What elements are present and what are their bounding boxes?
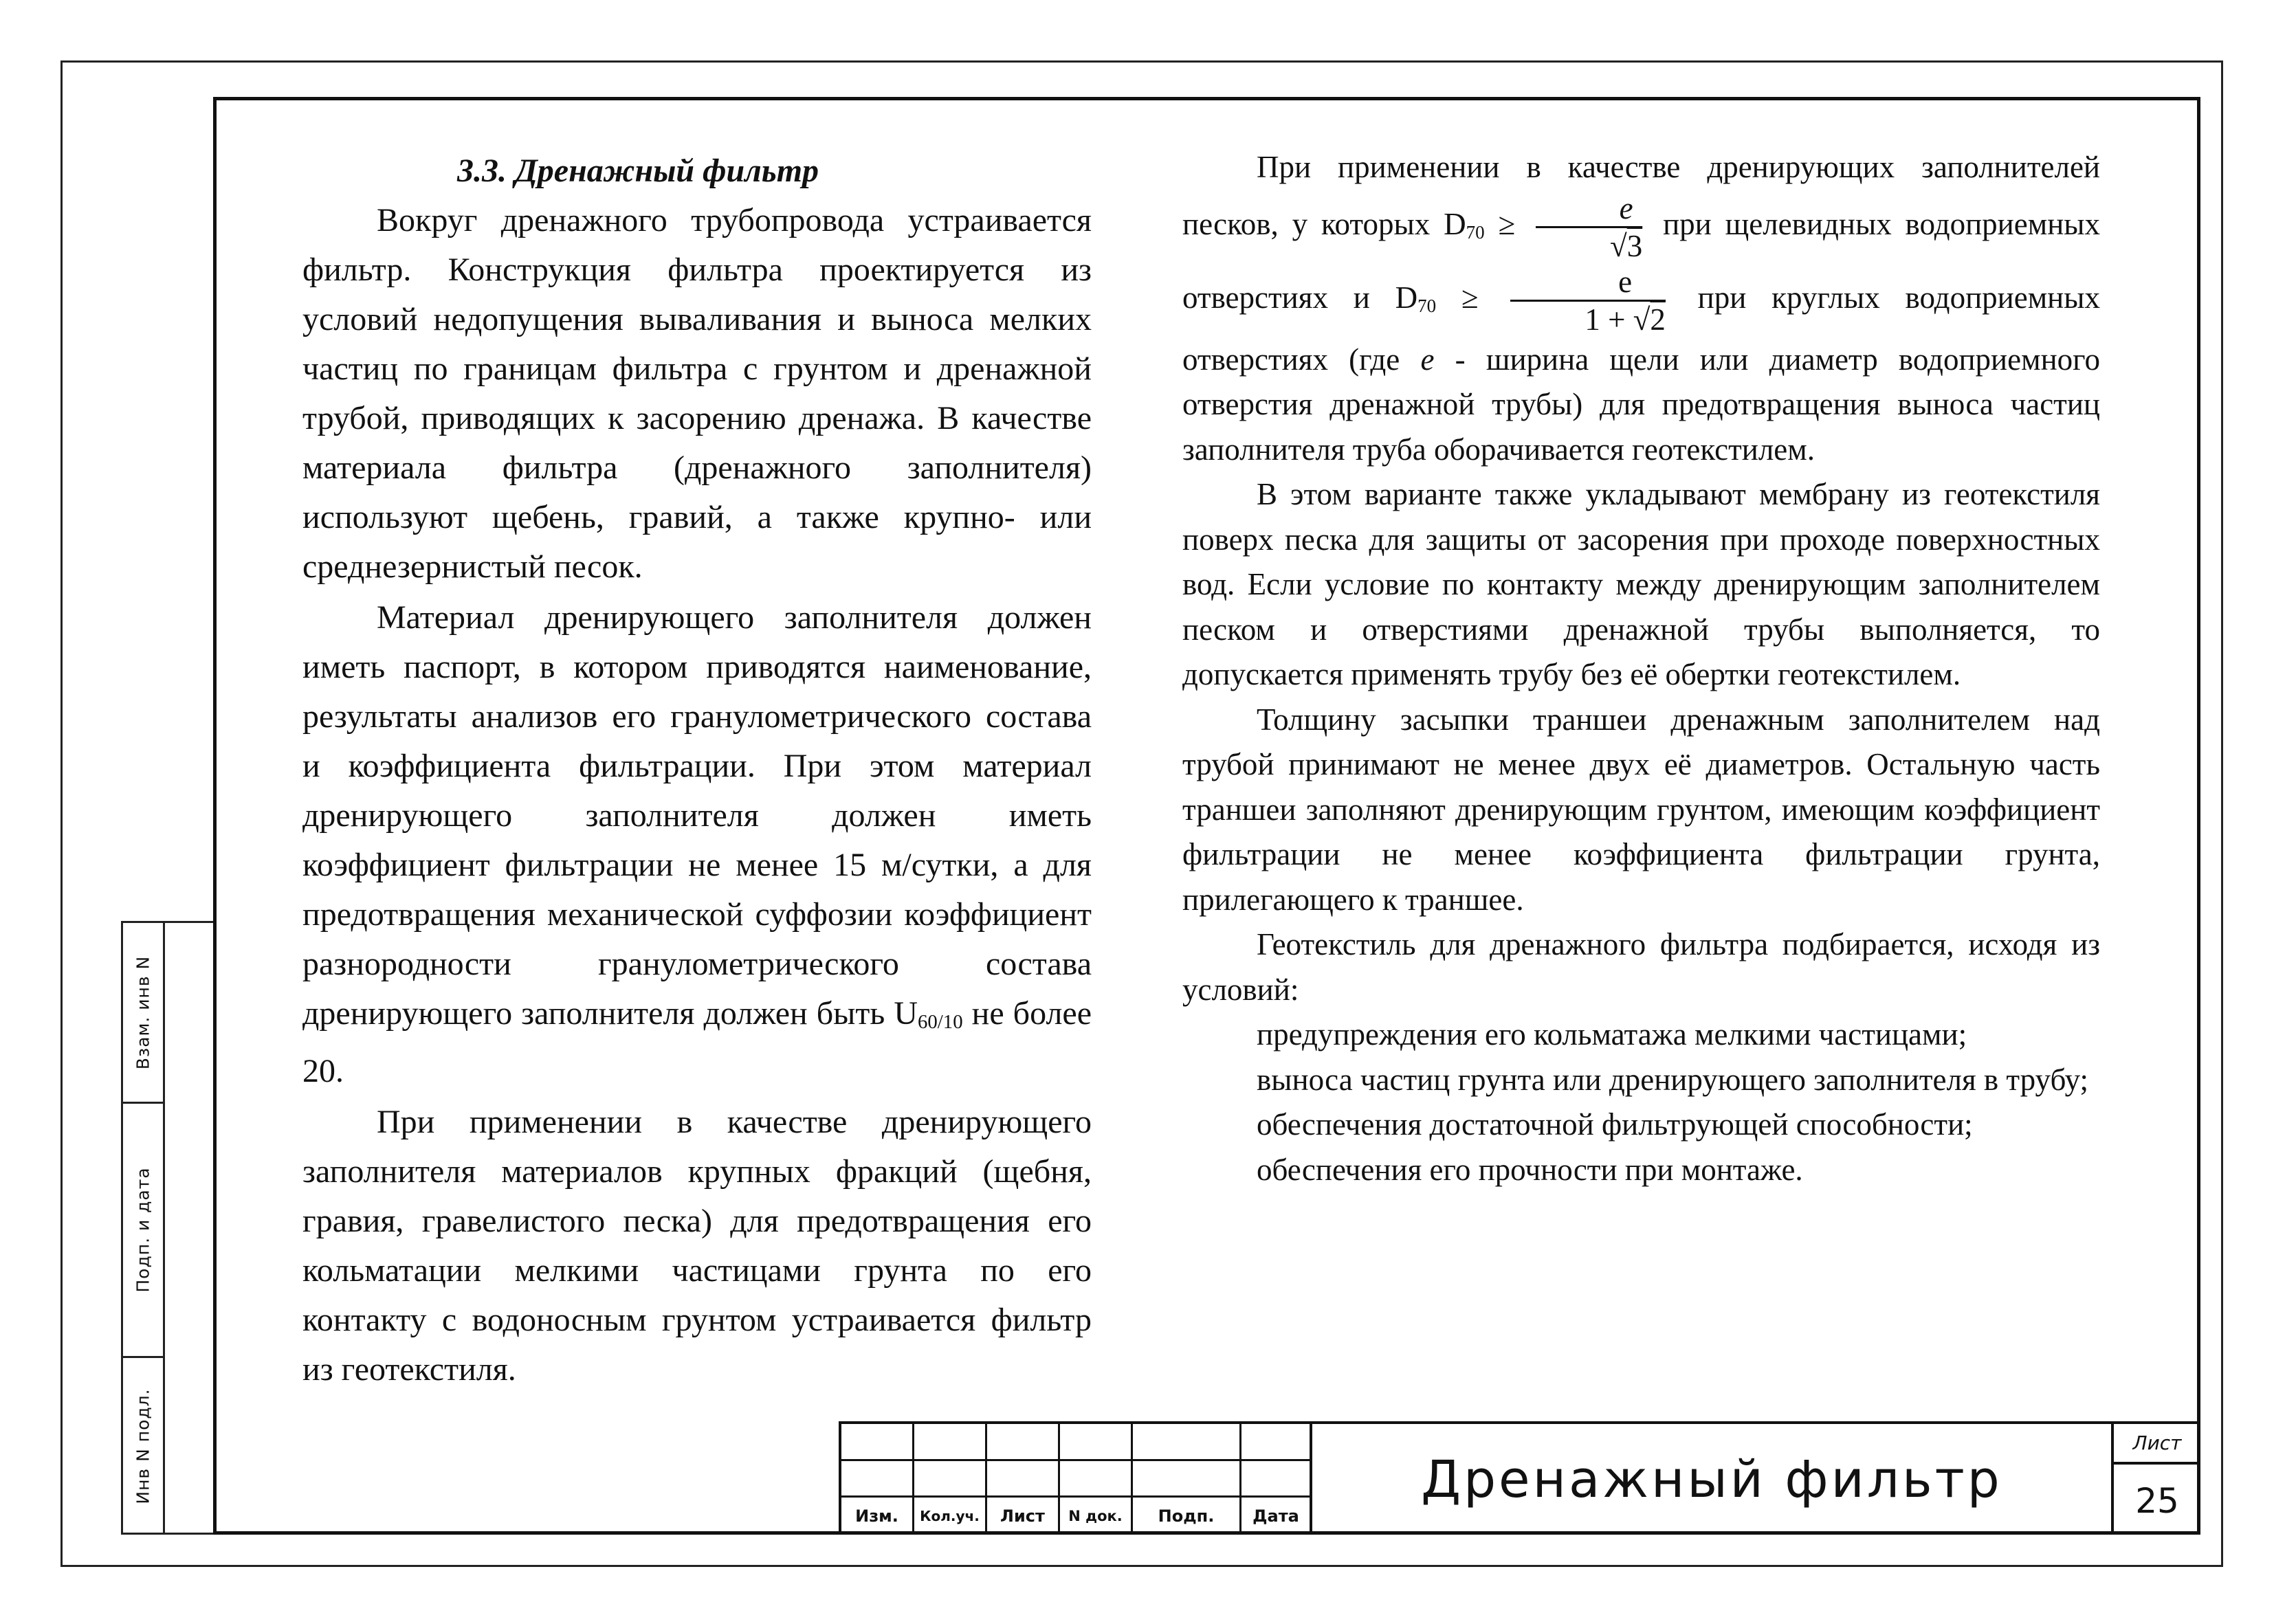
section-heading: 3.3. Дренажный фильтр <box>457 153 819 189</box>
geq-sign: ≥ <box>1484 206 1530 241</box>
col-koluch: Кол.уч. <box>914 1498 987 1535</box>
u-subscript: 60/10 <box>918 1011 963 1033</box>
right-column <box>1182 145 2100 1192</box>
side-stamp-podp <box>123 1104 163 1358</box>
col-list: Лист <box>987 1498 1060 1535</box>
p4-text-b: при щелевидных водоприемных отверстиях и D <box>1182 206 2101 315</box>
fraction-2-radicand: 2 <box>1650 302 1666 337</box>
paragraph-2-text: Материал дренирующего заполнителя должен иметь паспорт, в котором приводятся наименование, результаты анализов его гранулометрического состава и коэффициента фильтрации. При этом материал дренирующего заполнителя должен иметь коэффициент фильтрации не менее 15 м/сутки, а для предотвращения механической суффозии коэффициент разнородности гранулометрического состава дренирующего заполнителя должен быть <box>302 599 1092 1032</box>
revision-cell <box>1241 1461 1312 1498</box>
list-item: обеспечения его прочности при монтаже. <box>1257 1152 1803 1187</box>
fraction-e-1-sqrt2 <box>1510 264 1666 337</box>
col-ndok: N док. <box>1060 1498 1133 1535</box>
paragraph-2-end: не более 20. <box>302 995 1092 1089</box>
fraction-1-radicand: 3 <box>1626 228 1643 263</box>
fraction-1-denominator: √3 <box>1610 228 1643 263</box>
d70-subscript-2: 70 <box>1417 295 1437 316</box>
revision-cell <box>914 1461 987 1498</box>
paragraph-2 <box>302 593 1092 1096</box>
paragraph-7: Геотекстиль для дренажного фильтра подбирается, исходя из условий: <box>1182 927 2100 1007</box>
title-block-title <box>1310 1421 2111 1535</box>
paragraph-4 <box>1182 145 2100 472</box>
fraction-2-prefix: 1 + √ <box>1585 302 1651 337</box>
revision-cell <box>987 1461 1060 1498</box>
p4-text-c: при круглых водоприемных отверстиях (где <box>1182 280 2100 377</box>
revision-cell <box>841 1461 914 1498</box>
paragraph-6: Толщину засыпки траншеи дренажным заполнителем над трубой принимают не менее двух её диаметров. Остальную часть траншеи заполняют дренирующим грунтом, имеющим коэффициент фильтрации не менее коэффициента фильтрации грунта, прилегающего к траншее. <box>1182 702 2100 917</box>
title-block-sheet <box>2111 1421 2200 1535</box>
d70-subscript: 70 <box>1466 221 1485 243</box>
list-item: предупреждения его кольматажа мелкими частицами; <box>1257 1017 1967 1052</box>
revision-cell <box>1060 1424 1133 1461</box>
fraction-2-numerator: e <box>1510 264 1666 302</box>
paragraph-1: Вокруг дренажного трубопровода устраивается фильтр. Конструкция фильтра проектируется из условий недопущения вываливания и выноса мелких частиц по границам фильтра с грунтом и дренажной трубой, приводящих к засорению дренажа. В качестве материала фильтра (дренажного заполнителя) используют щебень, гравий, а также крупно- или среднезернистый песок. <box>302 202 1092 585</box>
revision-cell <box>914 1424 987 1461</box>
geq-sign-2: ≥ <box>1436 280 1504 315</box>
p4-text-d: - ширина щели или диаметр водоприемного отверстия дренажной трубы) для предотвращения выноса частиц заполнителя труба оборачивается геотекстилем. <box>1182 342 2100 467</box>
sheet-number: 25 <box>2135 1481 2179 1521</box>
title-block-revisions <box>839 1421 1310 1535</box>
revisions-grid <box>841 1424 1310 1535</box>
fraction-e-sqrt3 <box>1536 190 1642 264</box>
side-stamp-vzam <box>123 923 163 1104</box>
p4-text-a: При применении в качестве дренирующих заполнителей песков, у которых D <box>1182 150 2100 241</box>
paragraph-3: При применении в качестве дренирующего заполнителя материалов крупных фракций (щебня, гравия, гравелистого песка) для предотвращения его кольматации мелкими частицами грунта по его контакту с водоносным грунтом устраивается фильтр из геотекстиля. <box>302 1104 1092 1388</box>
side-stamp-divider <box>163 923 165 1533</box>
side-stamp-podp-label: Подп. и дата <box>133 1167 153 1293</box>
sheet-label: Лист <box>2114 1424 2200 1465</box>
left-column <box>302 146 1092 1394</box>
col-podp: Подп. <box>1133 1498 1241 1535</box>
e-italic: e <box>1420 342 1435 377</box>
drawing-title: Дренажный фильтр <box>1421 1449 2002 1509</box>
revision-cell <box>841 1424 914 1461</box>
u-symbol: U <box>894 995 918 1032</box>
revision-cell <box>1133 1461 1241 1498</box>
revision-cell <box>1060 1461 1133 1498</box>
revision-cell <box>987 1424 1060 1461</box>
side-stamp-inv <box>123 1358 163 1535</box>
col-izm: Изм. <box>841 1498 914 1535</box>
fraction-2-denominator <box>1510 302 1666 337</box>
fraction-1-numerator: e <box>1536 190 1642 228</box>
side-stamp-vzam-label: Взам. инв N <box>133 955 153 1069</box>
side-stamp <box>121 921 213 1535</box>
col-data: Дата <box>1241 1498 1312 1535</box>
side-stamp-inv-label: Инв N подл. <box>133 1388 153 1504</box>
list-item: обеспечения достаточной фильтрующей способности; <box>1257 1107 1973 1142</box>
paragraph-5: В этом варианте также укладывают мембрану из геотекстиля поверх песка для защиты от засорения при проходе поверхностных вод. Если условие по контакту между дренирующим заполнителем песком и отверстиями дренажной трубы выполняется, то допускается применять трубу без её обертки геотекстилем. <box>1182 477 2100 691</box>
list-item: выноса частиц грунта или дренирующего заполнителя в трубу; <box>1257 1062 2089 1097</box>
revision-cell <box>1133 1424 1241 1461</box>
revision-cell <box>1241 1424 1312 1461</box>
